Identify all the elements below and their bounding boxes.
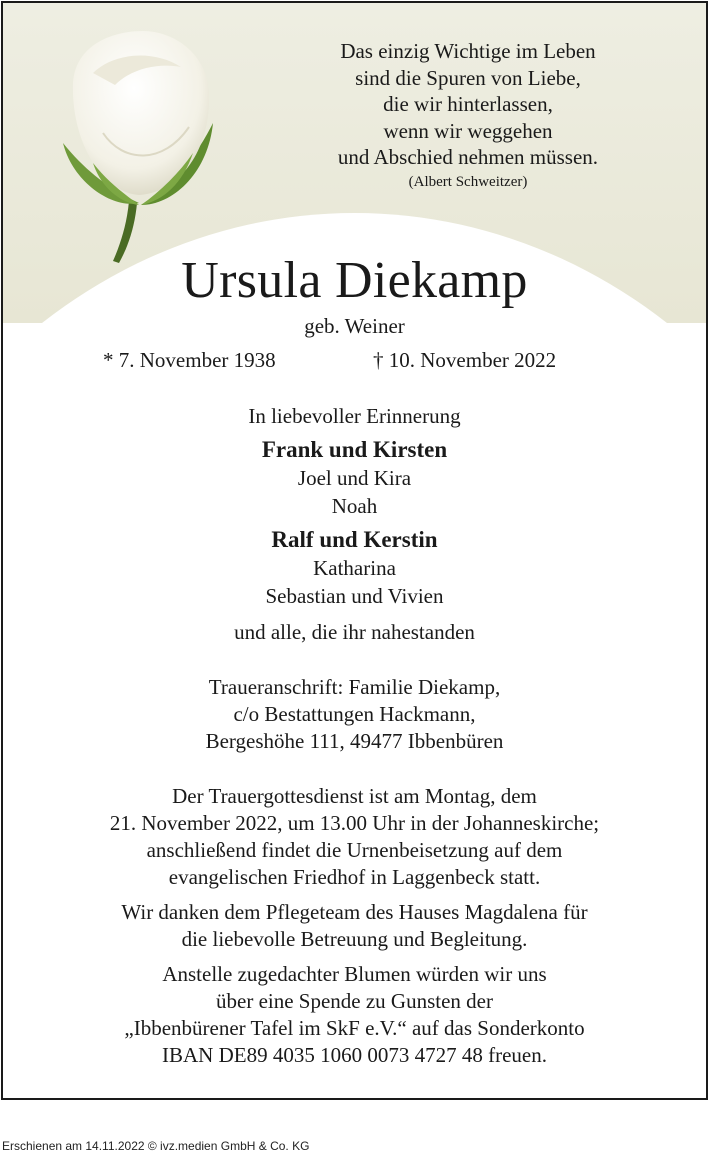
address-line: Bergeshöhe 111, 49477 Ibbenbüren (205, 729, 504, 753)
mourners-intro: In liebevoller Erinnerung (248, 404, 461, 428)
quote-author: (Albert Schweitzer) (408, 173, 528, 190)
service-line: anschließend findet die Urnenbeisetzung auf dem (146, 838, 563, 862)
death-date: † 10. November 2022 (373, 348, 557, 372)
thanks-line: die liebevolle Betreuung und Begleitung. (181, 927, 528, 951)
family-member: Katharina (313, 556, 396, 580)
publication-footer: Erschienen am 14.11.2022 © ivz.medien GmbH & Co. KG (2, 1139, 310, 1153)
family-member: Joel und Kira (297, 466, 412, 490)
quote-block (273, 38, 663, 193)
donation-line: über eine Spende zu Gunsten der (216, 989, 493, 1013)
quote-line: wenn wir weggehen (383, 118, 553, 143)
thanks-line: Wir danken dem Pflegeteam des Hauses Magdalena für (121, 900, 588, 924)
maiden-name: geb. Weiner (304, 314, 405, 338)
quote-line: die wir hinterlassen, (383, 92, 553, 116)
family1-heads: Frank und Kirsten (261, 437, 448, 462)
service-line: 21. November 2022, um 13.00 Uhr in der Johanneskirche; (109, 811, 600, 835)
deceased-name: Ursula Diekamp (181, 252, 528, 309)
service-line: evangelischen Friedhof in Laggenbeck statt. (168, 865, 541, 889)
family-member: Sebastian und Vivien (265, 584, 444, 608)
family2-heads: Ralf und Kerstin (271, 527, 438, 552)
birth-date: * 7. November 1938 (103, 348, 276, 372)
service-line: Der Trauergottesdienst ist am Montag, dem (172, 784, 537, 808)
white-rose-image (43, 23, 263, 263)
obituary-notice (1, 1, 708, 1100)
address-line: c/o Bestattungen Hackmann, (233, 702, 476, 726)
donation-line: IBAN DE89 4035 1060 0073 4727 48 freuen. (162, 1043, 547, 1067)
quote-line: Das einzig Wichtige im Leben (340, 39, 596, 63)
mourners-closing: und alle, die ihr nahestanden (234, 620, 475, 644)
donation-line: „Ibbenbürener Tafel im SkF e.V.“ auf das Sonderkonto (124, 1016, 585, 1040)
address-line: Traueranschrift: Familie Diekamp, (208, 675, 501, 699)
quote-line: sind die Spuren von Liebe, (355, 65, 581, 90)
quote-line: und Abschied nehmen müssen. (337, 145, 599, 169)
donation-line: Anstelle zugedachter Blumen würden wir uns (162, 962, 547, 986)
family-member: Noah (331, 494, 378, 518)
